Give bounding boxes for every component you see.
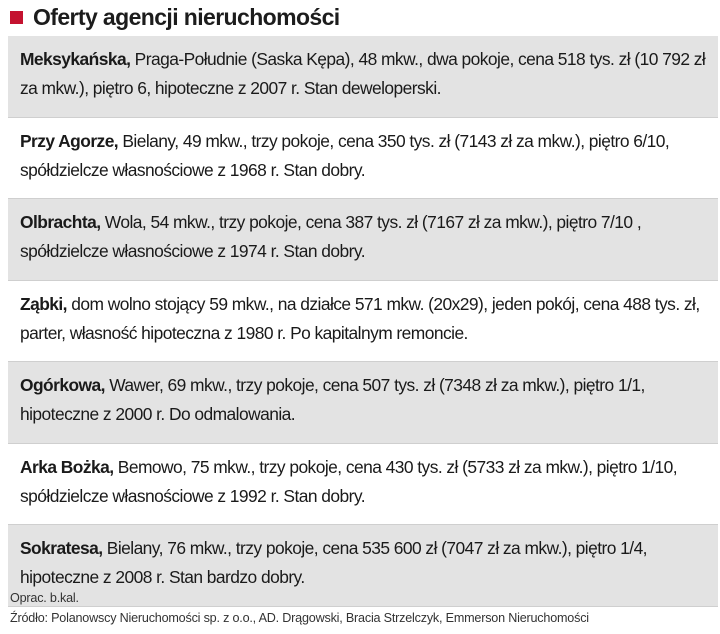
infobox-header	[10, 4, 340, 30]
listing-street: Olbrachta,	[20, 212, 101, 232]
list-item	[8, 199, 718, 281]
listing-street: Ogórkowa,	[20, 375, 105, 395]
listing-details: dom wolno stojący 59 mkw., na działce 571 mkw. (20x29), jeden pokój, cena 488 tys. zł, parter, własność hipoteczna z 1980 r. Po kapitalnym remoncie.	[20, 293, 700, 343]
listing-details: Bielany, 49 mkw., trzy pokoje, cena 350 tys. zł (7143 zł za mkw.), piętro 6/10, spółdzielcze własnościowe z 1968 r. Stan dobry.	[20, 130, 670, 180]
listing-street: Arka Bożka,	[20, 456, 114, 477]
infobox-footer	[10, 588, 589, 628]
listing-details: Wawer, 69 mkw., trzy pokoje, cena 507 tys. zł (7348 zł za mkw.), piętro 1/1, hipoteczne z 2000 r. Do odmalowania.	[20, 375, 645, 424]
list-item	[8, 362, 718, 444]
listing-details: Bielany, 76 mkw., trzy pokoje, cena 535 600 zł (7047 zł za mkw.), piętro 1/4, hipoteczne z 2008 r. Stan bardzo dobry.	[20, 538, 647, 587]
infobox-title: Oferty agencji nieruchomości	[33, 3, 340, 30]
author-credit: Oprac. b.kal.	[10, 591, 79, 605]
listing-street: Meksykańska,	[20, 49, 131, 69]
source-credit: Źródło: Polanowscy Nieruchomości sp. z o.o., AD. Drągowski, Bracia Strzelczyk, Emmerson Nieruchomości	[10, 611, 589, 625]
list-item	[8, 36, 718, 118]
listing-details: Praga-Południe (Saska Kępa), 48 mkw., dwa pokoje, cena 518 tys. zł (10 792 zł za mkw.), piętro 6, hipoteczne z 2007 r. Stan deweloperski.	[20, 49, 706, 98]
list-item	[8, 281, 718, 363]
listing-details: Bemowo, 75 mkw., trzy pokoje, cena 430 tys. zł (5733 zł za mkw.), piętro 1/10, spółdzielcze własnościowe z 1992 r. Stan dobry.	[20, 456, 678, 506]
red-square-icon	[10, 11, 23, 24]
listing-street: Sokratesa,	[20, 538, 103, 558]
listings-list	[8, 36, 718, 607]
listing-details: Wola, 54 mkw., trzy pokoje, cena 387 tys. zł (7167 zł za mkw.), piętro 7/10 , spółdzielcze własnościowe z 1974 r. Stan dobry.	[20, 212, 642, 261]
listing-street: Ząbki,	[20, 293, 67, 314]
list-item	[8, 444, 718, 526]
list-item	[8, 118, 718, 200]
listing-street: Przy Agorze,	[20, 130, 119, 151]
